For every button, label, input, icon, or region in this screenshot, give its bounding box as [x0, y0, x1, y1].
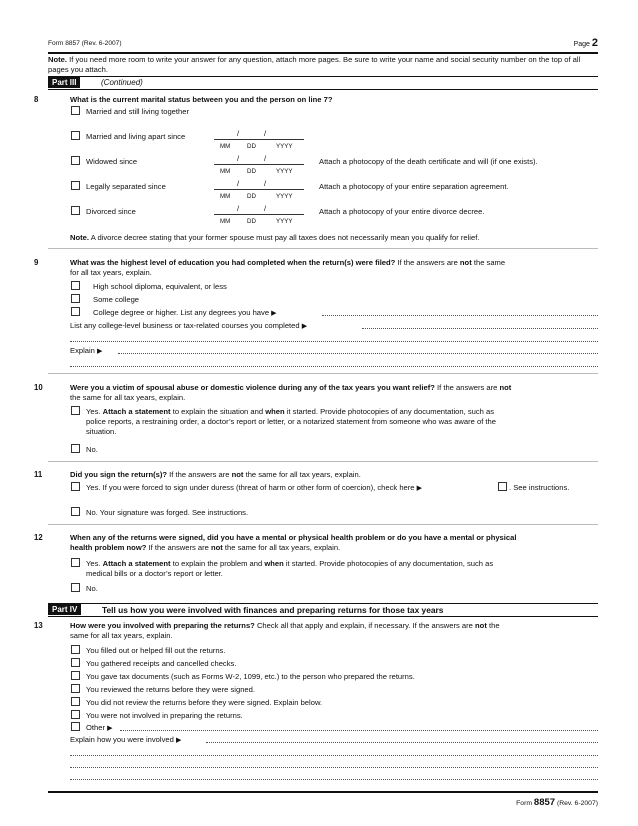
- part3-rule-bottom: [48, 89, 598, 90]
- q13-option-checkbox[interactable]: [71, 645, 80, 654]
- divider: [48, 461, 598, 462]
- q9-option-label: Some college: [93, 295, 140, 304]
- q8-option-checkbox[interactable]: [71, 156, 80, 165]
- q8-question: What is the current marital status between you and the person on line 7?: [70, 95, 333, 104]
- q9-number: 9: [34, 258, 39, 267]
- q13-option-checkbox[interactable]: [71, 697, 80, 706]
- date-sep: /: [237, 129, 240, 138]
- q9-courses-label: List any college-level business or tax-related courses you completed ▶: [70, 321, 308, 330]
- q12-yes-checkbox[interactable]: [71, 558, 80, 567]
- q11-yes-checkbox[interactable]: [71, 482, 80, 491]
- date-yyyy: YYYY: [276, 218, 293, 225]
- degrees-field[interactable]: [322, 315, 598, 316]
- page-label: Page: [573, 41, 590, 48]
- date-field[interactable]: [214, 164, 304, 165]
- q10-no-label: No.: [86, 445, 98, 454]
- q8-attach-note: Attach a photocopy of your entire separation agreement.: [319, 182, 509, 191]
- q8-option-label: Married and living apart since: [86, 132, 186, 141]
- q13-other-checkbox[interactable]: [71, 722, 80, 731]
- q8-number: 8: [34, 95, 39, 104]
- date-yyyy: YYYY: [276, 168, 293, 175]
- q10-yes-label: Yes. Attach a statement to explain the situation and when it started. Provide photocopies of any documentation, such as: [86, 407, 494, 416]
- q8-option-checkbox[interactable]: [71, 181, 80, 190]
- q11-yes-label: Yes. If you were forced to sign under duress (threat of harm or other form of coercion), check here ▶: [86, 483, 423, 492]
- part4-label: Part IV: [48, 604, 81, 615]
- courses-field[interactable]: [362, 328, 598, 329]
- duress-checkbox[interactable]: [498, 482, 507, 491]
- q13-option-checkbox[interactable]: [71, 671, 80, 680]
- q11-no-label: No. Your signature was forged. See instructions.: [86, 508, 249, 517]
- arrow-icon: ▶: [271, 310, 277, 317]
- arrow-icon: ▶: [97, 348, 103, 355]
- q9-option-checkbox[interactable]: [71, 307, 80, 316]
- q12-number: 12: [34, 533, 43, 542]
- arrow-icon: ▶: [107, 725, 113, 732]
- bottom-rule: [48, 791, 598, 793]
- q8-option-checkbox[interactable]: [71, 106, 80, 115]
- header-note: Note. If you need more room to write your answer for any question, attach more pages. Be sure to write your name and social security number on the top of all pages you attach.: [48, 55, 581, 74]
- page-indicator: [574, 37, 598, 50]
- q8-option-checkbox[interactable]: [71, 206, 80, 215]
- q13-option-checkbox[interactable]: [71, 658, 80, 667]
- part3-title: (Continued): [101, 78, 143, 87]
- part3-label: Part III: [48, 77, 80, 88]
- q9-explain-field-line[interactable]: [70, 366, 598, 367]
- q8-option-label: Widowed since: [86, 157, 138, 166]
- q10-question-line2: the same for all tax years, explain.: [70, 393, 186, 402]
- q12-yes-line2: medical bills or a doctor’s report or letter.: [86, 569, 223, 578]
- divider: [48, 524, 598, 525]
- part3-rule-top: [48, 76, 598, 77]
- q13-explain-label: Explain how you were involved ▶: [70, 735, 182, 744]
- q11-number: 11: [34, 470, 43, 479]
- date-dd: DD: [247, 143, 256, 150]
- q8-option-label: Divorced since: [86, 207, 136, 216]
- q12-no-label: No.: [86, 584, 98, 593]
- q10-yes-line3: situation.: [86, 427, 117, 436]
- q13-number: 13: [34, 621, 43, 630]
- page-number: 2: [591, 37, 598, 49]
- q11-no-checkbox[interactable]: [71, 507, 80, 516]
- part4-rule-bottom: [48, 616, 598, 617]
- part4-title: Tell us how you were involved with finances and preparing returns for those tax years: [102, 605, 444, 615]
- q13-option-checkbox[interactable]: [71, 710, 80, 719]
- q12-no-checkbox[interactable]: [71, 583, 80, 592]
- date-sep: /: [237, 154, 240, 163]
- part4-rule-top: [48, 603, 598, 604]
- date-field[interactable]: [214, 139, 304, 140]
- date-yyyy: YYYY: [276, 143, 293, 150]
- q10-question: Were you a victim of spousal abuse or domestic violence during any of the tax years you want relief? If the answers are not: [70, 383, 512, 392]
- q12-question: When any of the returns were signed, did you have a mental or physical health problem or do you have a mental or physical: [70, 533, 517, 542]
- q13-option-label: You reviewed the returns before they were signed.: [86, 685, 255, 694]
- q9-explain-label: Explain ▶: [70, 346, 103, 355]
- date-sep: /: [264, 129, 267, 138]
- date-dd: DD: [247, 168, 256, 175]
- date-mm: MM: [220, 143, 231, 150]
- q11-question: Did you sign the return(s)? If the answers are not the same for all tax years, explain.: [70, 470, 361, 479]
- q13-explain-field-line[interactable]: [70, 755, 598, 756]
- footer-form-id: Form 8857 (Rev. 6-2007): [516, 797, 598, 808]
- q10-no-checkbox[interactable]: [71, 444, 80, 453]
- q8-option-checkbox[interactable]: [71, 131, 80, 140]
- arrow-icon: ▶: [301, 323, 308, 330]
- q9-question: What was the highest level of education you had completed when the return(s) were filed? If the answers are not the same: [70, 258, 506, 267]
- q8-option-label: Married and still living together: [86, 107, 189, 116]
- q9-option-checkbox[interactable]: [71, 294, 80, 303]
- q9-explain-field[interactable]: [118, 353, 598, 354]
- q13-explain-field-line[interactable]: [70, 779, 598, 780]
- q13-question-line2: same for all tax years, explain.: [70, 631, 173, 640]
- date-sep: /: [264, 154, 267, 163]
- q8-attach-note: Attach a photocopy of your entire divorce decree.: [319, 207, 485, 216]
- date-mm: MM: [220, 218, 231, 225]
- q9-option-checkbox[interactable]: [71, 281, 80, 290]
- q11-yes-suffix: . See instructions.: [509, 483, 570, 492]
- q10-yes-line2: police reports, a restraining order, a doctor’s report or letter, or a notarized statement from someone who was aware of the: [86, 417, 496, 426]
- date-dd: DD: [247, 218, 256, 225]
- q10-number: 10: [34, 383, 43, 392]
- q13-option-label: You filled out or helped fill out the returns.: [86, 646, 226, 655]
- arrow-icon: ▶: [175, 737, 182, 744]
- q13-explain-field[interactable]: [206, 742, 598, 743]
- q13-option-label: You were not involved in preparing the returns.: [86, 711, 243, 720]
- top-rule: [48, 52, 598, 54]
- date-sep: /: [264, 204, 267, 213]
- q13-other-label: Other ▶: [86, 723, 113, 732]
- date-field[interactable]: [214, 214, 304, 215]
- q8-note: Note. A divorce decree stating that your former spouse must pay all taxes does not necessarily mean you qualify for relief.: [70, 233, 480, 242]
- q10-yes-checkbox[interactable]: [71, 406, 80, 415]
- arrow-icon: ▶: [416, 485, 423, 492]
- q9-question-line2: for all tax years, explain.: [70, 268, 152, 277]
- divider: [48, 248, 598, 249]
- date-yyyy: YYYY: [276, 193, 293, 200]
- q13-explain-field-line[interactable]: [70, 767, 598, 768]
- form-id: Form 8857 (Rev. 6-2007): [48, 40, 122, 47]
- q13-other-field[interactable]: [120, 730, 598, 731]
- q13-option-label: You did not review the returns before they were signed. Explain below.: [86, 698, 323, 707]
- q9-option-label: High school diploma, equivalent, or less: [93, 282, 227, 291]
- divider: [48, 373, 598, 374]
- date-sep: /: [237, 179, 240, 188]
- q13-question: How were you involved with preparing the returns? Check all that apply and explain, if necessary. If the answers are not the: [70, 621, 500, 630]
- date-field[interactable]: [214, 189, 304, 190]
- date-sep: /: [264, 179, 267, 188]
- date-mm: MM: [220, 168, 231, 175]
- q13-option-checkbox[interactable]: [71, 684, 80, 693]
- q9-option-label: College degree or higher. List any degrees you have ▶: [93, 308, 277, 317]
- q8-option-label: Legally separated since: [86, 182, 166, 191]
- courses-field-line[interactable]: [70, 341, 598, 342]
- date-sep: /: [237, 204, 240, 213]
- date-mm: MM: [220, 193, 231, 200]
- q13-option-label: You gave tax documents (such as Forms W-2, 1099, etc.) to the person who prepared the returns.: [86, 672, 415, 681]
- q12-yes-label: Yes. Attach a statement to explain the problem and when it started. Provide photocopies of any documentation, such as: [86, 559, 494, 568]
- date-dd: DD: [247, 193, 256, 200]
- q13-option-label: You gathered receipts and cancelled checks.: [86, 659, 237, 668]
- q12-question-line2: health problem now? If the answers are not the same for all tax years, explain.: [70, 543, 341, 552]
- q8-attach-note: Attach a photocopy of the death certificate and will (if one exists).: [319, 157, 538, 166]
